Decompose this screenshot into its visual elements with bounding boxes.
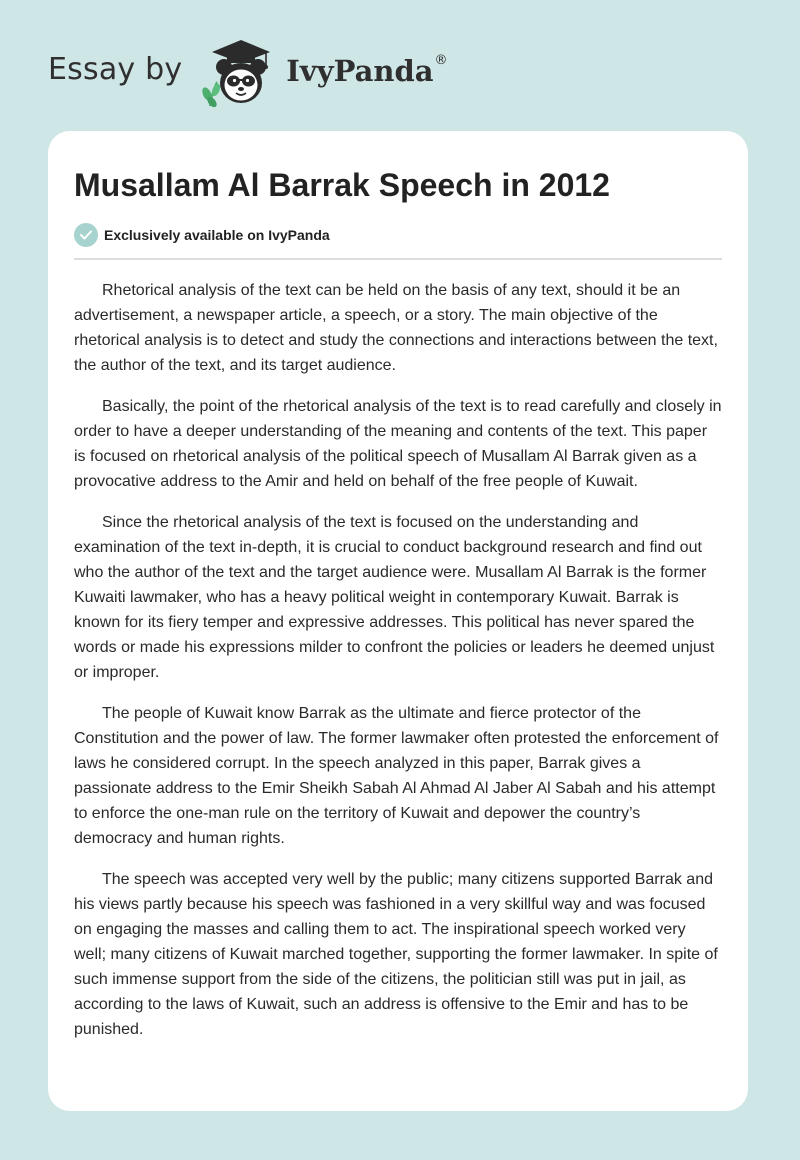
brand-prefix: Essay by [48, 51, 183, 87]
paragraph: Basically, the point of the rhetorical analysis of the text is to read carefully and closely in order to have a deeper understanding of the meaning and contents of the text. This paper is focused on rhetorical analysis of the political speech of Musallam Al Barrak given as a provocative address to the Amir and held on behalf of the free people of Kuwait. [74, 398, 722, 490]
page-title: Musallam Al Barrak Speech in 2012 [74, 167, 610, 203]
panda-graduate-icon [196, 36, 284, 108]
divider [74, 258, 722, 260]
paragraph: The people of Kuwait know Barrak as the ultimate and fierce protector of the Constitution and the power of law. The former lawmaker often protested the enforcement of laws he considered corrupt. In the speech analyzed in this paper, Barrak gives a passionate address to the Emir Sheikh Sabah Al Ahmad Al Jaber Al Sabah and his attempt to enforce the one-man rule on the territory of Kuwait and depower the country’s democracy and human rights. [74, 705, 719, 847]
brand-name: IvyPanda [286, 54, 434, 88]
brand-header [48, 36, 448, 108]
paragraph: Rhetorical analysis of the text can be held on the basis of any text, should it be an advertisement, a newspaper article, a speech, or a story. The main objective of the rhetorical analysis is to detect and study the connections and interactions between the text, the author of the text, and its target audience. [74, 282, 718, 374]
paragraph: Since the rhetorical analysis of the text is focused on the understanding and examination of the text in-depth, it is crucial to conduct background research and find out who the author of the text and the target audience were. Musallam Al Barrak is the former Kuwaiti lawmaker, who has a heavy political weight in contemporary Kuwait. Barrak is known for its fiery temper and expressive addresses. This political has never spared the words or made his expressions milder to confront the policies or leaders he deemed unjust or improper. [74, 514, 715, 681]
exclusive-text: Exclusively available on IvyPanda [104, 227, 330, 243]
essay-body [74, 278, 722, 1042]
registered-mark: ® [434, 52, 448, 68]
exclusive-badge [74, 222, 722, 248]
checkmark-icon [74, 223, 98, 247]
essay-card [48, 131, 748, 1111]
paragraph: The speech was accepted very well by the public; many citizens supported Barrak and his views partly because his speech was fashioned in a very skillful way and was focused on engaging the masses and calling them to act. The inspirational speech worked very well; many citizens of Kuwait marched together, supporting the former lawmaker. In spite of such immense support from the side of the citizens, the politician still was put in jail, as according to the laws of Kuwait, such an address is offensive to the Emir and has to be punished. [74, 871, 718, 1038]
